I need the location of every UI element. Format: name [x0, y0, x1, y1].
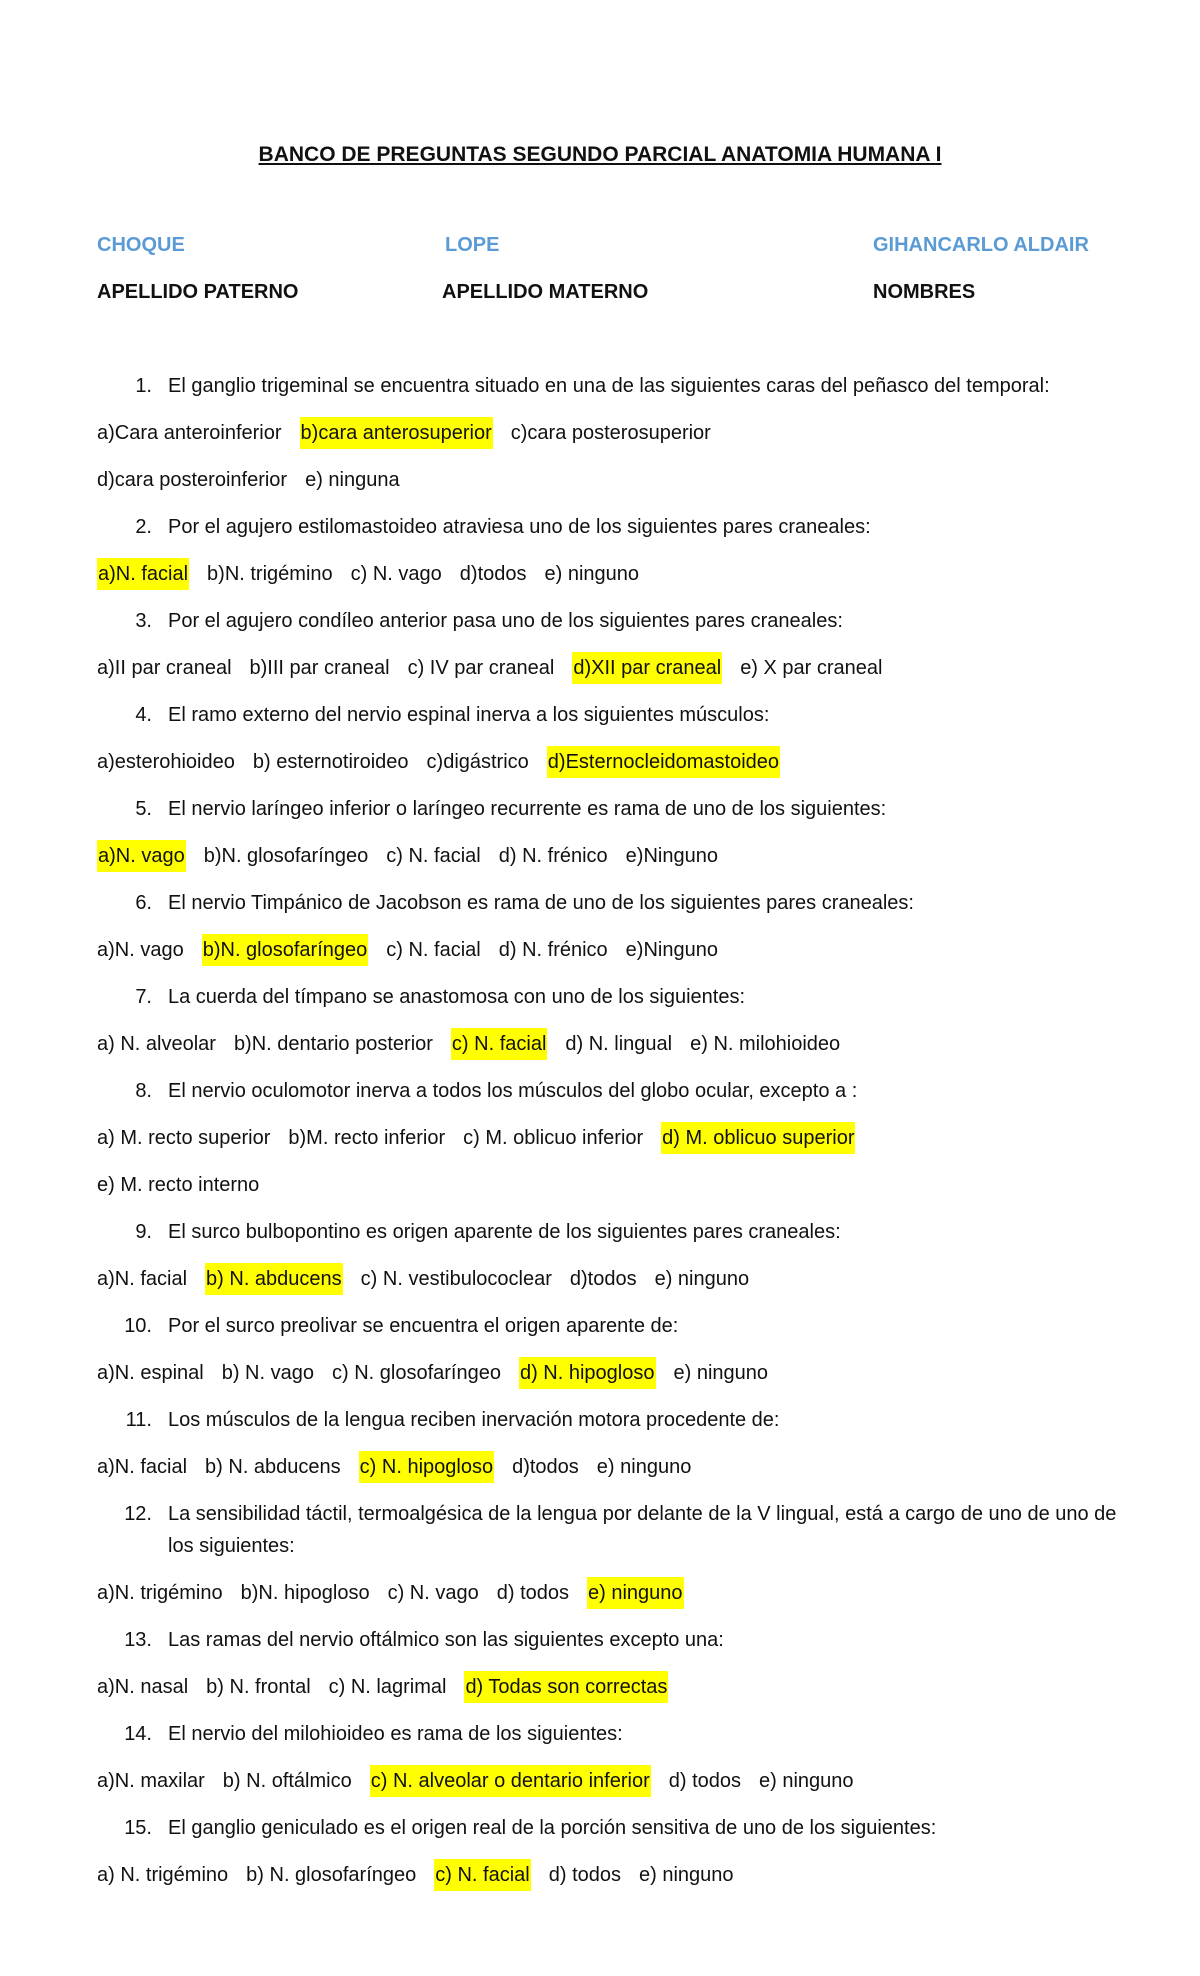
question-text: Los músculos de la lengua reciben inervación motora procedente de: [168, 1409, 780, 1431]
answer-option: c) N. vago [350, 563, 442, 585]
answer-option-correct: c) N. facial [434, 1859, 530, 1891]
answer-option-correct: d) Todas son correctas [464, 1671, 668, 1703]
answer-option: b)M. recto inferior [288, 1127, 446, 1149]
question-text: El surco bulbopontino es origen aparente de los siguientes pares craneales: [168, 1221, 841, 1243]
answer-option: e)Ninguno [625, 939, 718, 961]
answer-option: d) todos [668, 1770, 742, 1792]
question-number: 2. [135, 516, 152, 538]
question-number: 7. [135, 986, 152, 1008]
question-item [97, 1216, 1117, 1248]
answer-option: b)N. hipogloso [240, 1582, 370, 1604]
question-item [97, 1498, 1117, 1562]
question-text: El nervio Timpánico de Jacobson es rama de uno de los siguientes pares craneales: [168, 892, 914, 914]
answer-option: b) N. vago [221, 1362, 314, 1384]
answer-option: c) N. vestibulococlear [360, 1268, 552, 1290]
answer-option-correct: d)XII par craneal [572, 652, 722, 684]
apellido-materno-label: APELLIDO MATERNO [442, 281, 649, 303]
question-text: La cuerda del tímpano se anastomosa con uno de los siguientes: [168, 986, 746, 1008]
answer-options [97, 1859, 1117, 1891]
answer-option: e)Ninguno [625, 845, 718, 867]
question-list [97, 370, 1117, 1891]
apellido-paterno-value: CHOQUE [97, 234, 185, 256]
answer-options [97, 417, 1117, 449]
answer-option: a) N. alveolar [97, 1033, 216, 1055]
question-text: La sensibilidad táctil, termoalgésica de la lengua por delante de la V lingual, está a cargo de uno de uno de los siguientes: [168, 1503, 1117, 1557]
answer-option: e) N. milohioideo [690, 1033, 841, 1055]
question-item [97, 511, 1117, 543]
question-item [97, 981, 1117, 1013]
apellido-paterno-label: APELLIDO PATERNO [97, 281, 299, 303]
nombres-label: NOMBRES [873, 281, 976, 303]
answer-option-correct: c) N. facial [451, 1028, 547, 1060]
answer-options [97, 840, 1117, 872]
answer-option: e) ninguno [544, 563, 640, 585]
answer-option: d)todos [512, 1456, 579, 1478]
answer-option: e) ninguno [639, 1864, 734, 1886]
question-item [97, 1812, 1117, 1844]
question-number: 13. [124, 1629, 152, 1651]
answer-option: d) N. lingual [565, 1033, 673, 1055]
question-item [97, 699, 1117, 731]
answer-options [97, 558, 1117, 590]
question-item [97, 887, 1117, 919]
answer-option: b)N. trigémino [207, 563, 333, 585]
answer-options [97, 1122, 1117, 1154]
answer-option: b) N. frontal [206, 1676, 311, 1698]
answer-options [97, 1451, 1117, 1483]
answer-option-correct: d) N. hipogloso [519, 1357, 656, 1389]
answer-option: a)II par craneal [97, 657, 232, 679]
question-number: 9. [135, 1221, 152, 1243]
question-number: 15. [124, 1817, 152, 1839]
answer-option: e) X par craneal [740, 657, 883, 679]
answer-option: d) N. frénico [498, 845, 608, 867]
answer-options [97, 1671, 1117, 1703]
answer-option: a)esterohioideo [97, 751, 235, 773]
answer-option: d) todos [496, 1582, 569, 1604]
answer-option: a) N. trigémino [97, 1864, 229, 1886]
question-text: El ganglio geniculado es el origen real de la porción sensitiva de uno de los siguientes: [168, 1817, 937, 1839]
answer-option-correct: c) N. alveolar o dentario inferior [370, 1765, 651, 1797]
answer-options [97, 934, 1117, 966]
answer-options [97, 1169, 1117, 1201]
answer-option: d) N. frénico [498, 939, 608, 961]
question-item [97, 605, 1117, 637]
question-text: Las ramas del nervio oftálmico son las siguientes excepto una: [168, 1629, 724, 1651]
question-text: El nervio oculomotor inerva a todos los músculos del globo ocular, excepto a : [168, 1080, 858, 1102]
question-number: 6. [135, 892, 152, 914]
question-number: 12. [124, 1503, 152, 1525]
question-text: Por el surco preolivar se encuentra el origen aparente de: [168, 1315, 679, 1337]
answer-option: e) ninguno [759, 1770, 854, 1792]
answer-option: b)III par craneal [249, 657, 390, 679]
answer-option-correct: c) N. hipogloso [359, 1451, 494, 1483]
question-item [97, 1075, 1117, 1107]
answer-option: e) ninguno [596, 1456, 692, 1478]
answer-options [97, 746, 1117, 778]
nombres-value: GIHANCARLO ALDAIR [873, 234, 1089, 256]
question-number: 8. [135, 1080, 152, 1102]
question-number: 11. [125, 1409, 152, 1431]
answer-option: c) N. facial [386, 845, 481, 867]
answer-option: b)N. glosofaríngeo [203, 845, 369, 867]
question-item [97, 1310, 1117, 1342]
answer-option: b) esternotiroideo [252, 751, 409, 773]
answer-options [97, 1263, 1117, 1295]
question-number: 1. [135, 375, 152, 397]
question-number: 5. [135, 798, 152, 820]
answer-option: a)N. facial [97, 1456, 188, 1478]
question-item [97, 370, 1117, 402]
answer-options [97, 464, 1117, 496]
question-text: El nervio laríngeo inferior o laríngeo recurrente es rama de uno de los siguientes: [168, 798, 887, 820]
answer-option-correct: b)N. glosofaríngeo [202, 934, 369, 966]
answer-option: a)N. trigémino [97, 1582, 223, 1604]
question-item [97, 1624, 1117, 1656]
document-title: BANCO DE PREGUNTAS SEGUNDO PARCIAL ANATOMIA HUMANA I [258, 143, 942, 166]
answer-option: c) N. lagrimal [328, 1676, 447, 1698]
answer-options [97, 1765, 1117, 1797]
question-item [97, 1718, 1117, 1750]
answer-option: a)N. facial [97, 1268, 188, 1290]
answer-option: a)Cara anteroinferior [97, 422, 282, 444]
answer-option-correct: a)N. facial [97, 558, 189, 590]
answer-option-correct: a)N. vago [97, 840, 186, 872]
answer-option: e) M. recto interno [97, 1174, 260, 1196]
answer-option: d)todos [459, 563, 527, 585]
answer-option: b) N. oftálmico [222, 1770, 352, 1792]
answer-option: a)N. nasal [97, 1676, 189, 1698]
question-text: Por el agujero estilomastoideo atraviesa uno de los siguientes pares craneales: [168, 516, 871, 538]
question-text: El ramo externo del nervio espinal inerva a los siguientes músculos: [168, 704, 770, 726]
answer-option-correct: d)Esternocleidomastoideo [547, 746, 780, 778]
answer-option: c) IV par craneal [407, 657, 555, 679]
answer-option: c) N. glosofaríngeo [331, 1362, 501, 1384]
answer-option: b) N. abducens [205, 1456, 341, 1478]
answer-option-correct: d) M. oblicuo superior [661, 1122, 855, 1154]
answer-options [97, 1357, 1117, 1389]
answer-option: a) M. recto superior [97, 1127, 271, 1149]
question-text: El nervio del milohioideo es rama de los siguientes: [168, 1723, 623, 1745]
answer-option: d) todos [548, 1864, 621, 1886]
question-number: 4. [135, 704, 152, 726]
question-text: El ganglio trigeminal se encuentra situado en una de las siguientes caras del peñasco del temporal: [168, 375, 1050, 397]
answer-options [97, 652, 1117, 684]
answer-option: c)cara posterosuperior [510, 422, 711, 444]
answer-option-correct: e) ninguno [587, 1577, 684, 1609]
answer-option: a)N. vago [97, 939, 184, 961]
answer-option: c) M. oblicuo inferior [463, 1127, 644, 1149]
answer-option: e) ninguno [654, 1268, 750, 1290]
answer-option: e) ninguna [305, 469, 400, 491]
answer-option: c) N. facial [386, 939, 481, 961]
answer-options [97, 1028, 1117, 1060]
question-text: Por el agujero condíleo anterior pasa uno de los siguientes pares craneales: [168, 610, 843, 632]
question-item [97, 793, 1117, 825]
question-number: 3. [135, 610, 152, 632]
answer-option: a)N. espinal [97, 1362, 204, 1384]
question-number: 10. [124, 1315, 152, 1337]
apellido-materno-value: LOPE [445, 234, 500, 256]
question-number: 14. [124, 1723, 152, 1745]
answer-option-correct: b) N. abducens [205, 1263, 343, 1295]
answer-option: d)cara posteroinferior [97, 469, 288, 491]
answer-option: d)todos [569, 1268, 637, 1290]
answer-option: e) ninguno [673, 1362, 769, 1384]
answer-option-correct: b)cara anterosuperior [300, 417, 493, 449]
answer-option: c) N. vago [387, 1582, 479, 1604]
answer-option: c)digástrico [426, 751, 529, 773]
answer-option: a)N. maxilar [97, 1770, 205, 1792]
question-item [97, 1404, 1117, 1436]
answer-option: b) N. glosofaríngeo [246, 1864, 417, 1886]
answer-option: b)N. dentario posterior [233, 1033, 433, 1055]
answer-options [97, 1577, 1117, 1609]
